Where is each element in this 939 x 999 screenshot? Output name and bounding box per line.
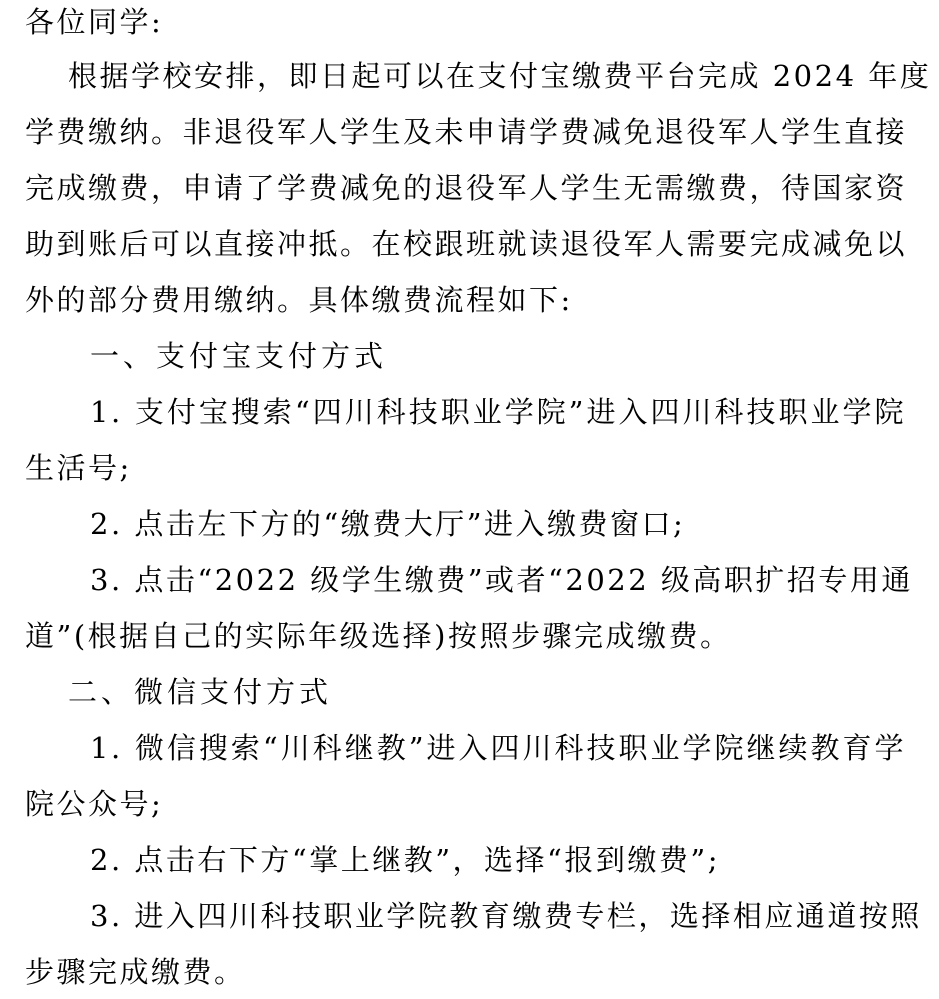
- wechat-step3-line-2: 步骤完成缴费。: [25, 955, 246, 989]
- alipay-step1-line-1: 1. 支付宝搜索“四川科技职业学院”进入四川科技职业学院: [90, 395, 906, 429]
- greeting: 各位同学:: [25, 5, 164, 39]
- alipay-step1-line-2: 生活号;: [25, 451, 132, 485]
- section-heading-wechat: 二、微信支付方式: [68, 675, 333, 709]
- wechat-step2: 2. 点击右下方“掌上继教”，选择“报到缴费”;: [90, 843, 720, 877]
- intro-line-3: 完成缴费，申请了学费减免的退役军人学生无需缴费，待国家资: [25, 171, 908, 205]
- wechat-step1-line-1: 1. 微信搜索“川科继教”进入四川科技职业学院继续教育学: [90, 731, 906, 765]
- alipay-step3-line-2: 道”(根据自己的实际年级选择)按照步骤完成缴费。: [25, 619, 732, 653]
- alipay-step3-line-1: 3. 点击“2022 级学生缴费”或者“2022 级高职扩招专用通: [90, 563, 913, 597]
- intro-line-4: 助到账后可以直接冲抵。在校跟班就读退役军人需要完成减免以: [25, 227, 908, 261]
- intro-line-1: 根据学校安排，即日起可以在支付宝缴费平台完成 2024 年度: [68, 59, 932, 93]
- wechat-step1-line-2: 院公众号;: [25, 787, 164, 821]
- intro-line-2: 学费缴纳。非退役军人学生及未申请学费减免退役军人学生直接: [25, 115, 908, 149]
- wechat-step3-line-1: 3. 进入四川科技职业学院教育缴费专栏，选择相应通道按照: [90, 899, 922, 933]
- intro-line-5: 外的部分费用缴纳。具体缴费流程如下:: [25, 283, 573, 317]
- alipay-step2: 2. 点击左下方的“缴费大厅”进入缴费窗口;: [90, 507, 686, 541]
- section-heading-alipay: 一、支付宝支付方式: [90, 339, 388, 373]
